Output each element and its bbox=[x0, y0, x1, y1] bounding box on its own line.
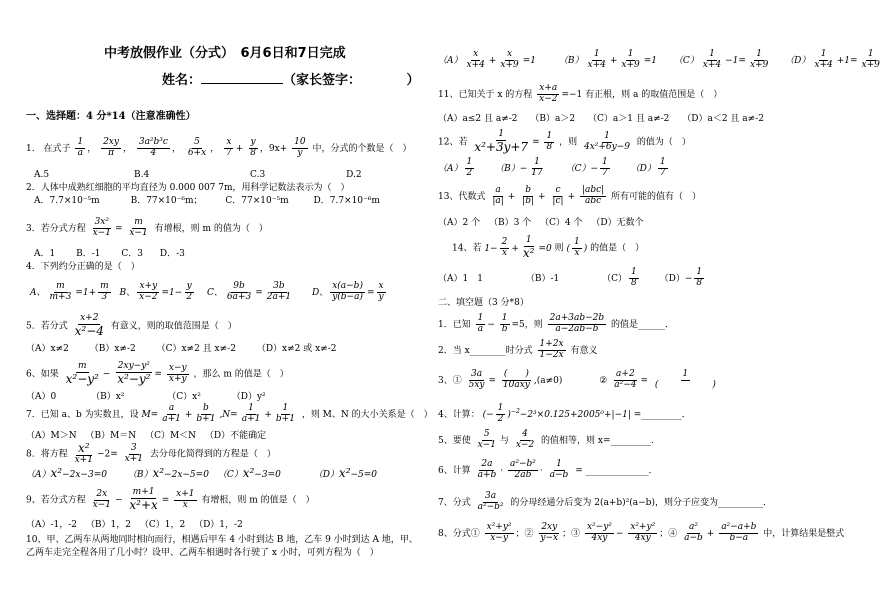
q5-tail: 有意义，则的取值范围是（ ） bbox=[110, 321, 237, 332]
question-10: 10、甲、乙两车从两地同时相向而行，相遇后甲车 4 小时到达 B 地，乙车 9 小时到达 A 地，甲、 bbox=[26, 535, 418, 545]
q5-option-c[interactable]: （C）x≠2 且 x≠-2 bbox=[156, 344, 236, 354]
q13-text: 13、代数式 bbox=[438, 191, 486, 202]
fill-1: 1．已知 $\frac{1}{a}$ − $\frac{1}{b}$ =5，则 $\frac{2a+3ab-2b}{a-2ab-b}$ 的值是______． bbox=[438, 313, 675, 334]
name-label: 姓名： bbox=[162, 73, 202, 88]
q14-option-d[interactable]: （D）− $\frac{1}{8}$ bbox=[659, 267, 703, 288]
question-3: 3．若分式方程 $\frac{\text{3x²}}{x-1}$ = $\frac{m}{x-1}$ 有增根，则 m 的值为（ ） bbox=[26, 217, 268, 238]
q5-option-b[interactable]: （B）x≠-2 bbox=[89, 344, 136, 354]
q7-text: 7．已知 a、b 为实数且，设 bbox=[26, 409, 139, 420]
q12-mid: ，则 bbox=[559, 137, 578, 148]
q12-option-d[interactable]: （D） $\frac{1}{7}$ bbox=[630, 157, 666, 178]
q5-option-a[interactable]: （A）x≠2 bbox=[26, 344, 69, 354]
q1-option-a[interactable]: A.5 bbox=[34, 170, 50, 180]
q9-option-b[interactable]: （B）1，2 bbox=[85, 520, 131, 530]
q14-option-b[interactable]: （B）-1 bbox=[525, 273, 560, 284]
q13-option-d[interactable]: （D）无数个 bbox=[591, 218, 644, 228]
q9-option-a[interactable]: （A）-1，-2 bbox=[26, 520, 78, 530]
question-2: 2．人体中成熟红细胞的平均直径为 0.000 007 7m，用科学记数法表示为（ ） bbox=[26, 183, 350, 193]
name-blank[interactable] bbox=[201, 83, 283, 84]
f1-tail: 的值是______． bbox=[611, 319, 675, 330]
f3-text: 3、① bbox=[438, 375, 462, 386]
q3-option-a[interactable]: A．1 bbox=[34, 249, 56, 259]
f5-tail: 的值相等，则 x=_________． bbox=[541, 435, 661, 446]
f1-text: 1．已知 bbox=[438, 319, 471, 330]
fill-7: 7、分式 $\frac{3a}{\text{a²−b²}}$ 的分母经通分后变为 2(a+b)²(a−b)，则分子应变为__________． bbox=[438, 491, 772, 512]
q13-tail: 所有可能的值有（ ） bbox=[611, 191, 702, 202]
q11-options bbox=[438, 114, 764, 125]
q3-option-b[interactable]: B．-1 bbox=[76, 249, 101, 259]
q9-tail: 有增根，则 m 的值是（ ） bbox=[201, 495, 315, 506]
fill-6: 6、计算 $\frac{2a}{a+b}$ · $\frac{\text{a²−b²}}{2ab}$ · $\frac{1}{a-b}$ = ______________． bbox=[438, 459, 658, 480]
q6-option-d[interactable]: （D）y² bbox=[231, 392, 266, 402]
q10-option-c[interactable]: （C） $\frac{1}{x+4}$ −1= $\frac{1}{x+9}$ bbox=[673, 49, 769, 70]
q8-option-c[interactable]: （C）x²−3=0 bbox=[217, 466, 281, 480]
q14-mid: 则 bbox=[554, 243, 564, 254]
q6-text: 6、如果 bbox=[26, 369, 59, 380]
fill-3: 3、① $\frac{3a}{5xy}$ = $\frac{( )}{\text{10axy}}$ ,(a≠0) ② $\frac{a+2}{\text{a²−4}}$ = $\frac{1}{( )}$ bbox=[438, 369, 716, 390]
q2-options bbox=[34, 196, 380, 207]
q13-option-c[interactable]: （C）4 个 bbox=[540, 218, 583, 228]
q10-options bbox=[438, 50, 884, 71]
q8-option-d[interactable]: （D）x²−5=0 bbox=[313, 466, 378, 480]
q9-options bbox=[26, 520, 243, 531]
q11-option-c[interactable]: （C）a＞1 且 a≠-2 bbox=[588, 114, 670, 124]
q9-option-c[interactable]: （C）1，2 bbox=[139, 520, 186, 530]
q6-options bbox=[26, 392, 266, 403]
q1-option-d[interactable]: D.2 bbox=[346, 170, 362, 180]
question-5: 5．若分式 $\frac{x+2}{\text{x²−4}}$ 有意义，则的取值范围是（ ） bbox=[26, 313, 237, 338]
q6-option-c[interactable]: （C）x² bbox=[167, 392, 201, 402]
q13-option-a[interactable]: （A）2 个 bbox=[438, 218, 481, 228]
q7-option-c[interactable]: （C）M＜N bbox=[145, 431, 197, 441]
q7-option-b[interactable]: （B）M＝N bbox=[85, 431, 137, 441]
question-8: 8．将方程 $\frac{\text{x²}}{x+1}$ −2= $\frac{3}{x+1}$ 去分母化简得到的方程是（ ） bbox=[26, 441, 276, 466]
fill-8: 8、分式① $\frac{\text{x²+y²}}{x-y}$ ；② $\frac{2xy}{y-x}$ ；③ $\frac{\text{x²−y²}}{4xy}$ − $\frac{\text{x²+y²}}{4xy}$ ；④ $\frac{\text{a²}}{a-b}$ + $\frac{\text{a²−a+b}}{b-a}$ 中，计算结果是整式 bbox=[438, 522, 845, 543]
f4-tail: =_________． bbox=[633, 409, 691, 420]
q8-tail: 去分母化简得到的方程是（ ） bbox=[149, 449, 276, 460]
f7-text: 7、分式 bbox=[438, 497, 471, 508]
q3-option-c[interactable]: C．3 bbox=[121, 249, 143, 259]
q10-option-d[interactable]: （D） $\frac{1}{x+4}$ +1= $\frac{1}{x+9}$ bbox=[785, 49, 880, 70]
f2-text: 2．当 x________时分式 bbox=[438, 345, 533, 356]
f2-tail: 有意义 bbox=[570, 345, 598, 356]
q9-option-d[interactable]: （D）1，-2 bbox=[194, 520, 243, 530]
question-9: 9、若分式方程 $\frac{2x}{x-1}$ − $\frac{m+1}{\text{x²+x}}$ = $\frac{x+1}{x}$ 有增根，则 m 的值是（ ） bbox=[26, 487, 315, 512]
q12-option-c[interactable]: （C）− $\frac{1}{7}$ bbox=[565, 157, 608, 178]
q7-options bbox=[26, 431, 266, 442]
f3-tail: ② bbox=[599, 375, 608, 386]
question-11: 11、已知关于 x 的方程 $\frac{x+a}{x-2}$ =−1 有正根，则 a 的取值范围是（ ） bbox=[438, 83, 723, 104]
question-13: 13、代数式 $\frac{a}{|a|}$ + $\frac{b}{|b|}$ + $\frac{c}{|c|}$ + $\frac{\text{|abc|}}{\text{abc}}$ 所有可能的值有（ ） bbox=[438, 185, 702, 206]
q1-options bbox=[34, 170, 362, 181]
q1-option-b[interactable]: B.4 bbox=[133, 170, 150, 180]
q3-tail: 有增根，则 m 的值为（ ） bbox=[154, 223, 268, 234]
question-1: 1. 在式子 $\frac{1}{a}$ ， $\frac{2xy}{\pi}$ ， $\frac{\text{3a²b³c}}{4}$ ， $\frac{5}{6+x}$ ， $\frac{x}{7}$ + $\frac{y}{8}$ ，9x+ $\frac{10}{y}$ 中，分式的个数是（ ） bbox=[26, 137, 412, 158]
q12-options bbox=[438, 158, 670, 179]
q12-tail: 的值为（ ） bbox=[636, 137, 691, 148]
f6-text: 6、计算 bbox=[438, 465, 471, 476]
q8-text: 8．将方程 bbox=[26, 449, 68, 460]
q14-option-c[interactable]: （C） $\frac{1}{8}$ bbox=[602, 267, 637, 288]
q1-tail: 中，分式的个数是（ ） bbox=[312, 143, 412, 154]
q11-option-d[interactable]: （D）a＜2 且 a≠-2 bbox=[682, 114, 764, 124]
q7-option-d[interactable]: （D）不能确定 bbox=[204, 431, 267, 441]
parent-sign: （家长签字： ） bbox=[283, 73, 420, 88]
q13-options bbox=[438, 218, 644, 229]
q8-option-b[interactable]: （B）x²−2x−5=0 bbox=[127, 466, 209, 480]
section2-heading: 二、填空题（3 分*8） bbox=[438, 298, 529, 308]
q7-option-a[interactable]: （A）M＞N bbox=[26, 431, 77, 441]
q9-text: 9、若分式方程 bbox=[26, 495, 86, 506]
q1-text: 1. 在式子 bbox=[26, 143, 71, 154]
q14-options: （A）1 1 （B）-1 （C） $\frac{1}{8}$ （D）− $\frac{1}{8}$ bbox=[438, 268, 706, 289]
q11-option-b[interactable]: （B）a＞2 bbox=[530, 114, 576, 124]
f8-tail: 中，计算结果是整式 bbox=[763, 528, 845, 539]
page-title: 中考放假作业（分式） 6月6日和7日完成 bbox=[104, 46, 346, 61]
q1-option-c[interactable]: C.3 bbox=[250, 170, 266, 180]
q3-options bbox=[34, 249, 185, 260]
q5-option-d[interactable]: （D）x≠2 或 x≠-2 bbox=[256, 344, 337, 354]
question-6: 6、如果 $\frac{m}{\text{x²−y²}}$ − $\frac{\text{2xy−y²}}{\text{x²−y²}}$ = $\frac{x-y}{x+y}$ ，那么 m 的值是（ ） bbox=[26, 361, 289, 386]
fill-4: 4、计算： (− $\frac{1}{2}$ )$^{-2}$−2³×0.125+2005⁰+|−1| =_________． bbox=[438, 403, 691, 424]
q2-option-b[interactable]: B．77×10⁻⁶m； bbox=[130, 196, 203, 206]
f4-text: 4、计算： bbox=[438, 409, 480, 420]
q4-option-c[interactable]: C、 $\frac{9b}{6a+3}$ = $\frac{3b}{2a+1}$ bbox=[206, 281, 292, 302]
question-14: 14、若 1− $\frac{2}{x}$ + $\frac{1}{\text{x²}}$ =0 则 ( $\frac{1}{x}$ ) 的值是（ ） bbox=[452, 235, 645, 260]
f5-text: 5、要使 bbox=[438, 435, 471, 446]
q6-option-a[interactable]: （A）0 bbox=[26, 392, 57, 402]
q2-option-a[interactable]: A．7.7×10⁻⁵m bbox=[34, 196, 100, 206]
q13-option-b[interactable]: （B）3 个 bbox=[488, 218, 532, 228]
q2-option-c[interactable]: C．77×10⁻⁵m bbox=[225, 196, 289, 206]
question-4: 4．下列约分正确的是（ ） bbox=[26, 262, 140, 272]
q4-options bbox=[30, 282, 388, 303]
q5-text: 5．若分式 bbox=[26, 321, 68, 332]
q12-text: 12、若 bbox=[438, 137, 468, 148]
question-10-cont: 乙两车走完全程各用了几小时？设甲、乙两车相遇时各行驶了 x 小时，可列方程为（ ） bbox=[26, 548, 379, 558]
q14-tail: 的值是（ ） bbox=[590, 243, 645, 254]
q14-text: 14、若 bbox=[452, 243, 482, 254]
q11-text: 11、已知关于 x 的方程 bbox=[438, 89, 533, 100]
q11-option-a[interactable]: （A）a≤2 且 a≠-2 bbox=[438, 114, 518, 124]
q3-option-d[interactable]: D．-3 bbox=[159, 249, 185, 259]
q11-tail: 有正根，则 a 的取值范围是（ ） bbox=[585, 89, 723, 100]
q4-option-a[interactable]: A、 $\frac{m}{m+3}$ =1+ $\frac{m}{3}$ bbox=[30, 281, 109, 302]
q12-option-a[interactable]: （A） $\frac{1}{2}$ bbox=[438, 157, 473, 178]
q3-text: 3．若分式方程 bbox=[26, 223, 86, 234]
q10-option-a[interactable]: （A） $\frac{x}{x+4}$ + $\frac{x}{x+9}$ =1 bbox=[438, 49, 537, 70]
q12-option-b[interactable]: （B）− $\frac{1}{17}$ bbox=[495, 157, 543, 178]
q4-option-d[interactable]: D、 $\frac{x(a-b)}{y(b-a)}$ = $\frac{x}{y}$ bbox=[311, 281, 384, 302]
q7-tail: ，则 M、N 的大小关系是（ ） bbox=[301, 409, 433, 420]
q6-tail: ，那么 m 的值是（ ） bbox=[193, 369, 289, 380]
q8-options bbox=[26, 466, 377, 481]
q2-option-d[interactable]: D．7.7×10⁻⁶m bbox=[313, 196, 380, 206]
q5-options bbox=[26, 344, 336, 355]
q8-option-a[interactable]: （A）x²−2x−3=0 bbox=[26, 466, 107, 480]
q4-option-b[interactable]: B、 $\frac{x+y}{x-2}$ =1− $\frac{y}{2}$ bbox=[119, 281, 193, 302]
question-12: 12、若 $\frac{1}{\text{x²+3y+7}}$ = $\frac{1}{8}$ ，则 $\frac{1}{\text{4x²+6y−9}}$ 的值为（ ） bbox=[438, 129, 691, 154]
f8-text: 8、分式① bbox=[438, 528, 480, 539]
q10-option-b[interactable]: （B） $\frac{1}{x+4}$ + $\frac{1}{x+9}$ =1 bbox=[558, 49, 658, 70]
question-7: 7．已知 a、b 为实数且，设 M= $\frac{a}{a+1}$ + $\frac{b}{b+1}$ ,N= $\frac{1}{a+1}$ + $\frac{1}{b+1}$ ，则 M、N 的大小关系是（ ） bbox=[26, 403, 433, 424]
fill-2: 2．当 x________时分式 $\frac{1+2x}{1-2x}$ 有意义 bbox=[438, 339, 598, 360]
q6-option-b[interactable]: （B）x² bbox=[91, 392, 125, 402]
f6-tail: = ______________． bbox=[575, 465, 658, 476]
q14-option-a[interactable]: （A）1 bbox=[438, 273, 469, 284]
section1-heading: 一、选择题：4 分*14（注意准确性） bbox=[26, 111, 196, 122]
name-line bbox=[162, 73, 420, 89]
fill-5: 5、要使 $\frac{5}{x-1}$ 与 $\frac{4}{x-2}$ 的值相等，则 x=_________． bbox=[438, 429, 661, 450]
f7-tail: 的分母经通分后变为 2(a+b)²(a−b)，则分子应变为__________． bbox=[510, 497, 772, 508]
